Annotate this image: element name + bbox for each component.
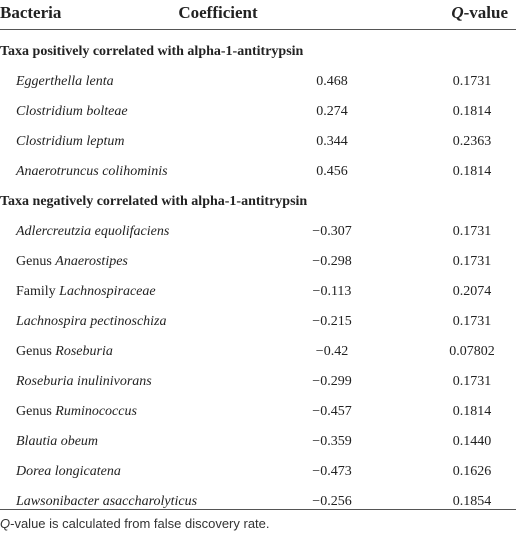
q-value-cell: 0.1731: [452, 224, 492, 239]
taxon-rank: Genus: [16, 404, 56, 419]
q-value-cell: 0.1731: [452, 374, 492, 389]
taxon-name: Ruminococcus: [55, 404, 137, 419]
taxon-cell: [16, 374, 152, 390]
q-value-cell: 0.1731: [452, 74, 492, 89]
table-bottom-rule: [0, 509, 516, 510]
section-title: Taxa positively correlated with alpha-1-antitrypsin: [0, 44, 304, 59]
header-q-letter: Q: [451, 3, 464, 22]
table-row: [0, 276, 516, 306]
q-value-cell: 0.2074: [452, 284, 492, 299]
coefficient-cell: −0.473: [312, 464, 352, 479]
taxon-cell: [16, 434, 98, 450]
taxon-cell: [16, 134, 125, 150]
table-row: [0, 156, 516, 186]
taxon-rank: Genus: [16, 344, 56, 359]
taxon-cell: [16, 164, 168, 180]
table-row: [0, 66, 516, 96]
taxon-cell: [16, 464, 121, 480]
footnote-text: -value is calculated from false discovery rate.: [10, 516, 270, 531]
taxon-cell: [16, 344, 113, 360]
q-value-cell: 0.1814: [452, 404, 492, 419]
q-value-cell: 0.1731: [452, 314, 492, 329]
q-value-cell: 0.1440: [452, 434, 492, 449]
table-footnote: [0, 516, 270, 531]
taxon-cell: [16, 404, 137, 420]
q-value-cell: 0.1854: [452, 494, 492, 509]
coefficient-cell: 0.274: [316, 104, 348, 119]
taxon-name: Blautia obeum: [16, 434, 99, 449]
table-row: [0, 126, 516, 156]
section-title: Taxa negatively correlated with alpha-1-antitrypsin: [0, 194, 308, 209]
table-row: [0, 96, 516, 126]
taxon-cell: [16, 284, 156, 300]
taxon-name: Clostridium bolteae: [16, 104, 128, 119]
header-coefficient: Coefficient: [178, 3, 258, 22]
taxon-cell: [16, 224, 169, 240]
coefficient-cell: −0.359: [312, 434, 352, 449]
taxon-name: Lachnospira pectinoschiza: [16, 314, 167, 329]
q-value-cell: 0.1814: [452, 164, 492, 179]
coefficient-cell: 0.468: [316, 74, 348, 89]
taxon-name: Anaerostipes: [55, 254, 128, 269]
table-row: [0, 486, 516, 516]
section-header-row: [0, 186, 516, 216]
taxon-rank: Family: [16, 284, 60, 299]
table-row: [0, 426, 516, 456]
coefficient-cell: −0.113: [312, 284, 352, 299]
taxon-name: Roseburia: [55, 344, 113, 359]
coefficient-cell: 0.344: [316, 134, 348, 149]
taxon-name: Adlercreutzia equolifaciens: [16, 224, 170, 239]
q-value-cell: 0.2363: [452, 134, 492, 149]
section-header-row: [0, 36, 516, 66]
taxon-rank: Genus: [16, 254, 56, 269]
coefficient-cell: 0.456: [316, 164, 348, 179]
taxon-name: Lawsonibacter asaccharolyticus: [16, 494, 198, 509]
table-row: [0, 306, 516, 336]
table-row: [0, 246, 516, 276]
table-row: [0, 336, 516, 366]
taxon-name: Eggerthella lenta: [16, 74, 114, 89]
table-row: [0, 216, 516, 246]
header-bacteria: Bacteria: [0, 3, 62, 22]
q-value-cell: 0.1626: [452, 464, 492, 479]
taxon-cell: [16, 254, 128, 270]
taxon-name: Lachnospiraceae: [59, 284, 156, 299]
taxon-name: Dorea longicatena: [16, 464, 121, 479]
header-q-value: [451, 3, 508, 23]
taxon-name: Clostridium leptum: [16, 134, 125, 149]
coefficient-cell: −0.256: [312, 494, 352, 509]
table-row: [0, 396, 516, 426]
coefficient-cell: −0.215: [312, 314, 352, 329]
q-value-cell: 0.07802: [449, 344, 495, 359]
coefficient-cell: −0.299: [312, 374, 352, 389]
header-q-suffix: -value: [463, 3, 508, 22]
table-row: [0, 366, 516, 396]
coefficient-cell: −0.457: [312, 404, 352, 419]
q-value-cell: 0.1731: [452, 254, 492, 269]
table-header: [0, 0, 516, 30]
taxon-cell: [16, 494, 197, 510]
table-row: [0, 456, 516, 486]
taxon-name: Roseburia inulinivorans: [16, 374, 152, 389]
coefficient-cell: −0.298: [312, 254, 352, 269]
taxon-cell: [16, 74, 114, 90]
footnote-q-letter: Q: [0, 516, 11, 531]
coefficient-cell: −0.42: [315, 344, 349, 359]
taxon-cell: [16, 104, 128, 120]
q-value-cell: 0.1814: [452, 104, 492, 119]
coefficient-cell: −0.307: [312, 224, 352, 239]
taxon-name: Anaerotruncus colihominis: [16, 164, 168, 179]
table-body: [0, 36, 516, 516]
taxon-cell: [16, 314, 167, 330]
